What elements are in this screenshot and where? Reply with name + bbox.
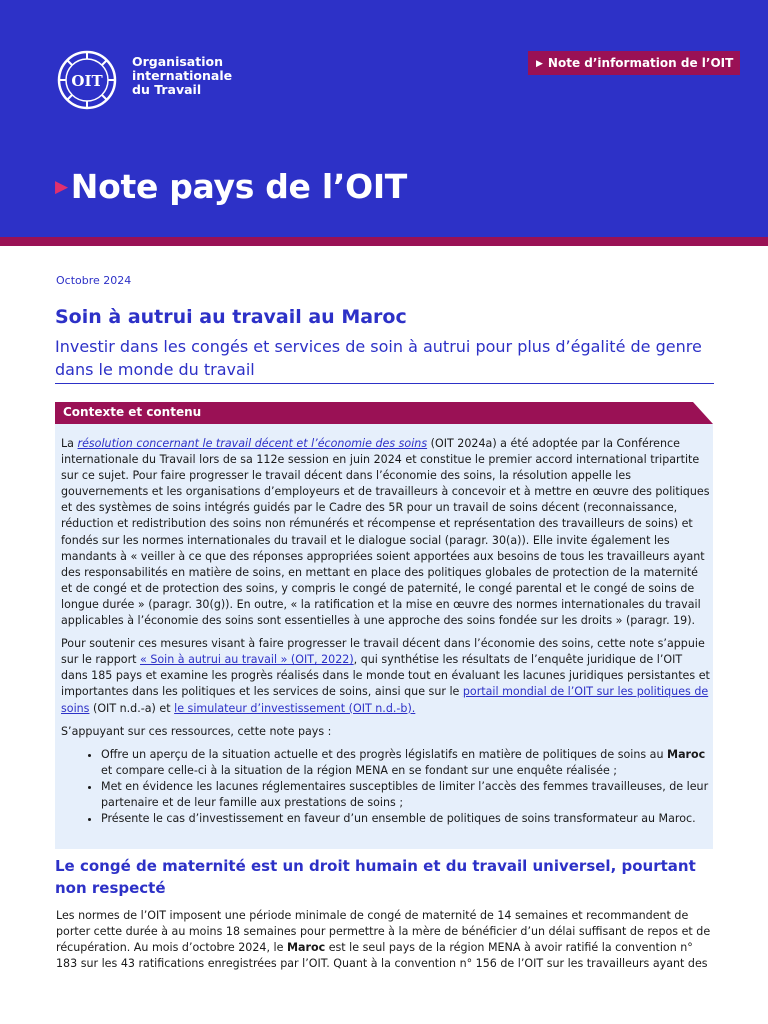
- investment-simulator-link[interactable]: le simulateur d’investissement (OIT n.d.-b).: [174, 701, 416, 715]
- care-at-work-report-link[interactable]: « Soin à autrui au travail » (OIT, 2022): [140, 653, 354, 667]
- page-title: ▶Note pays de l’OIT: [55, 167, 408, 206]
- context-bullet-list: [61, 747, 711, 827]
- triangle-icon: ▶: [536, 59, 543, 69]
- divider: [55, 383, 714, 384]
- publication-date: Octobre 2024: [56, 274, 132, 287]
- context-paragraph: La résolution concernant le travail décent et l’économie des soins (OIT 2024a) a été adoptée par la Conférence internationale du Travail lors de sa 112e session en juin 2024 et constitue le premier accord international tripartite sur ce sujet. Pour faire progresser le travail décent dans l’économie des soins, la résolution appelle les gouvernements et les organisations d’employeurs et de travailleurs à concevoir et à mettre en œuvre des politiques et des systèmes de soins intégrés guidés par le Cadre des 5R pour un travail de soins décent (reconnaissance, réduction et redistribution des soins non rémunérés et récompense et représentation des travailleurs de soins) et fondés sur les normes internationales du travail et le dialogue social (paragr. 30(a)). Elle invite également les mandants à « veiller à ce que des réponses appropriées soient apportées aux besoins de tous les travailleurs ayant des responsabilités en matière de soins, en mettant en place des politiques globales de protection de la maternité et de congé et de protection des soins, y compris le congé de paternité, le congé parental et le congé de soins de longue durée » (paragr. 30(g)). En outre, « la ratification et la mise en œuvre des normes internationales du travail applicables à l’économie des soins sont essentielles à une approche des soins fondée sur les droits » (paragr. 19).: [61, 437, 710, 628]
- section-heading: Le congé de maternité est un droit humain et du travail universel, pourtant non respecté: [55, 857, 696, 897]
- document-subtitle: Investir dans les congés et services de soin à autrui pour plus d’égalité de genre dans le monde du travail: [55, 337, 702, 379]
- header-stripe: [0, 237, 768, 246]
- document-title: Soin à autrui au travail au Maroc: [55, 306, 407, 328]
- body-paragraph: Les normes de l’OIT imposent une période minimale de congé de maternité de 14 semaines et recommandent de porter cette durée à au moins 18 semaines pour permettre à la mère de bénéficier d’un délai suffisant de repos et de récupération. Au mois d’octobre 2024, le Maroc est le seul pays de la région MENA à avoir ratifié la convention n° 183 sur les 43 ratifications enregistrées par l’OIT. Quant à la convention n° 156 de l’OIT sur les travailleurs ayant des: [56, 909, 711, 971]
- briefing-note-badge: ▶ Note d’information de l’OIT: [528, 51, 740, 75]
- list-item: • Met en évidence les lacunes réglementaires susceptibles de limiter l’accès des femmes travailleuses, de leur partenaire et de leur famille aux prestations de soins ;: [101, 779, 711, 811]
- header-banner: [0, 0, 768, 237]
- ilo-logo-icon: [56, 49, 118, 111]
- organisation-name: Organisation internationale du Travail: [132, 54, 233, 97]
- svg-text:OIT: OIT: [71, 72, 103, 90]
- context-paragraph: S’appuyant sur ces ressources, cette note pays :: [61, 724, 332, 738]
- context-paragraph: Pour soutenir ces mesures visant à faire progresser le travail décent dans l’économie des soins, cette note s’appuie sur le rapport « Soin à autrui au travail » (OIT, 2022), qui synthétise les résultats de l’enquête juridique de l’OIT dans 185 pays et examine les progrès réalisés dans le monde tout en évaluant les lacunes juridiques persistantes et importantes dans les politiques et les services de soins, ainsi que sur le portail mondial de l’OIT sur les politiques de soins (OIT n.d.-a) et le simulateur d’investissement (OIT n.d.-b).: [61, 637, 710, 715]
- triangle-icon: ▶: [55, 177, 68, 197]
- list-item: • Offre un aperçu de la situation actuelle et des progrès législatifs en matière de politiques de soins au Maroc et compare celle-ci à la situation de la région MENA en se fondant sur une enquête réalisée ;: [101, 747, 711, 779]
- context-content: [61, 436, 711, 827]
- list-item: • Présente le cas d’investissement en faveur d’un ensemble de politiques de soins transformateur au Maroc.: [101, 811, 711, 827]
- care-policy-portal-link[interactable]: portail mondial de l’OIT sur les politiques de soins: [61, 685, 709, 715]
- resolution-link[interactable]: résolution concernant le travail décent et l’économie des soins: [77, 437, 428, 450]
- context-section-header: Contexte et contenu: [55, 402, 713, 424]
